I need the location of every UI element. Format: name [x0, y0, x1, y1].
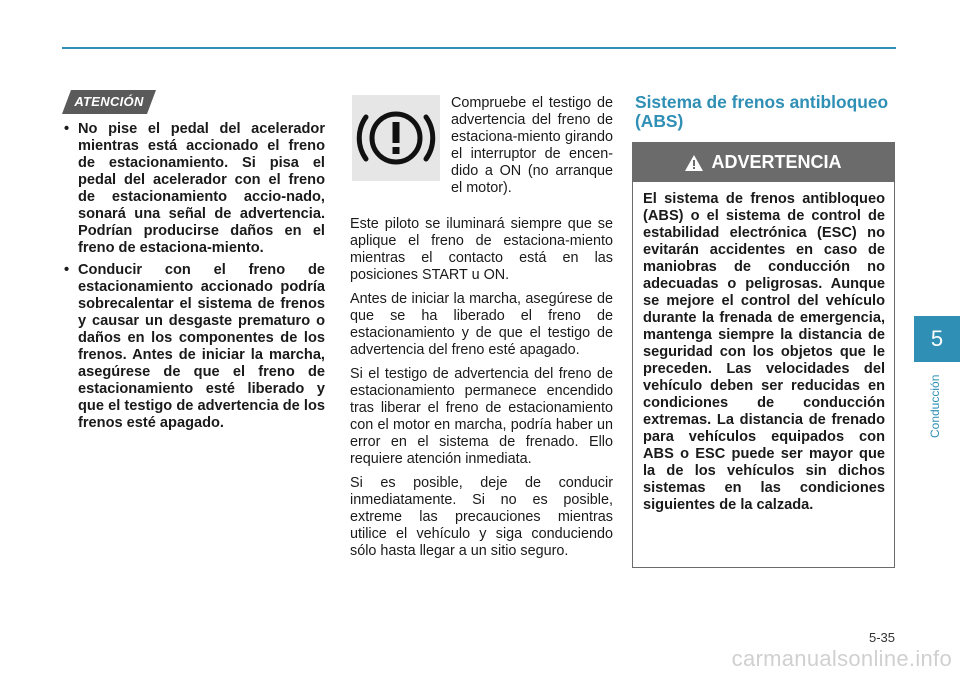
caution-item: • No pise el pedal del acelerador mientras está accionado el freno de estacionamiento. Si pisa el pedal del acelerador con el freno de estacionamiento accio-nado, sonará una señal de advertencia. Podrían producirse daños en el freno de estaciona-miento. [62, 121, 325, 257]
watermark-text: carmanualsonline.info [731, 646, 952, 671]
top-rule [62, 47, 896, 49]
section-title: Sistema de frenos antibloqueo (ABS) [635, 92, 889, 131]
chapter-label: Conducción [928, 374, 942, 438]
caution-list [62, 121, 325, 437]
body-paragraph: Si es posible, deje de conducir inmediatamente. Si no es posible, extreme las precauciones mientras utilice el vehículo y siga conduciendo sólo hasta llegar a un sitio seguro. [350, 475, 613, 559]
lamp-check-text: Compruebe el testigo de advertencia del freno de estaciona-miento girando el interruptor de encen-dido a ON (no arranque el motor). [451, 95, 613, 196]
brake-warning-icon [352, 95, 440, 181]
parking-brake-body [350, 216, 613, 567]
body-paragraph: Este piloto se iluminará siempre que se aplique el freno de estaciona-miento mientras el contacto está en las posiciones START u ON. [350, 216, 613, 283]
warning-text: El sistema de frenos antibloqueo (ABS) o el sistema de control de estabilidad electrónica (ESC) no evitarán accidentes en caso de maniobras de conducción no adecuadas o peligrosas. Aunque se mejore el control del vehículo durante la frenada de emergencia, mantenga siempre la distancia de seguridad con los objetos que le preceden. Las velocidades del vehículo deben ser reducidas en condiciones de conducción extremas. La distancia de frenado para vehículos equipados con ABS o ESC puede ser mayor que la de los vehículos sin dichos sistemas en las condiciones siguientes de la calzada. [643, 191, 885, 513]
chapter-tab: 5 [914, 316, 960, 362]
warning-header [633, 143, 894, 182]
watermark [555, 646, 960, 674]
caution-label: ATENCIÓN [74, 94, 144, 109]
warning-label: ADVERTENCIA [711, 152, 842, 172]
body-paragraph: Si el testigo de advertencia del freno de estacionamiento permanece encendido tras liberar el freno de estacionamiento con el motor en marcha, podría haber un error en el sistema de frenado. Ello requiere atención inmediata. [350, 366, 613, 467]
body-paragraph: Antes de iniciar la marcha, asegúrese de que se ha liberado el freno de estacionamiento y de que el testigo de advertencia del freno esté apagado. [350, 291, 613, 358]
page-number: 5-35 [868, 630, 895, 645]
caution-item: • Conducir con el freno de estacionamiento accionado podría sobrecalentar el sistema de frenos y causar un desgaste prematuro o daños en los componentes de los frenos. Antes de iniciar la marcha, asegúrese de que el freno de estacionamiento esté liberado y que el testigo de advertencia de los frenos esté apagado. [62, 262, 325, 432]
warning-box [632, 142, 895, 568]
warning-triangle-icon [685, 155, 703, 171]
